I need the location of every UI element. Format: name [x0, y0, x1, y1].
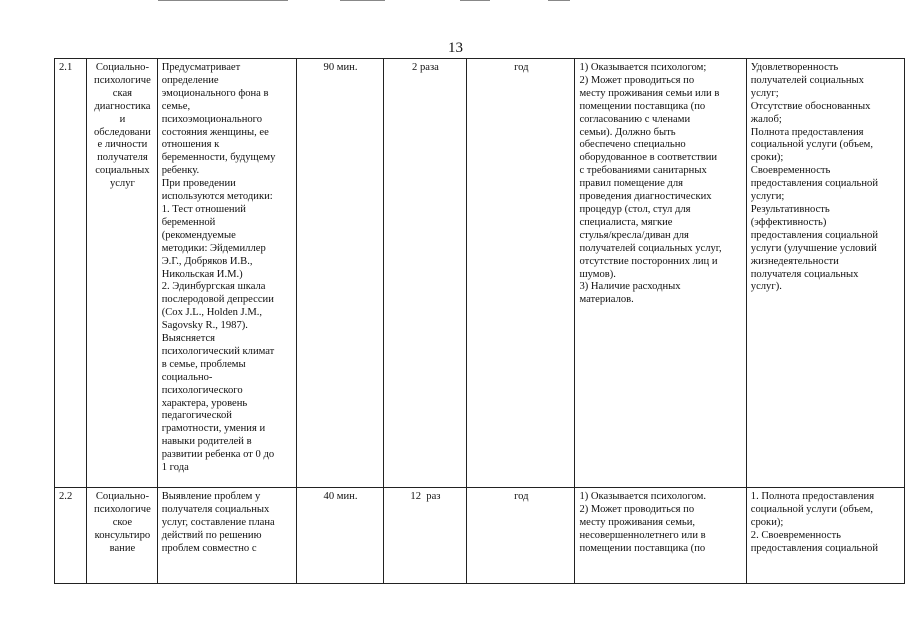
- period-cell: год: [467, 488, 575, 584]
- evaluation-line: Полнота предоставления: [750, 126, 864, 138]
- evaluation-line: предоставления социальной: [750, 178, 879, 190]
- conditions-line: несовершеннолетнего или в: [579, 529, 706, 541]
- evaluation-line: предоставления социальной: [750, 542, 879, 554]
- description-line: 2. Эдинбургская шкала: [161, 281, 266, 293]
- evaluation-line: предоставления социальной: [750, 229, 879, 241]
- description-line: развитии ребенка от 0 до: [161, 449, 275, 461]
- description-line: беременной: [161, 216, 216, 228]
- conditions-cell: [575, 59, 746, 488]
- period-cell: год: [467, 59, 575, 488]
- evaluation-line: Отсутствие обоснованных: [750, 100, 871, 112]
- conditions-line: помещении поставщика (по: [579, 542, 706, 554]
- description-line: грамотности, умения и: [161, 423, 266, 435]
- duration-cell: 40 мин.: [297, 488, 383, 584]
- evaluation-line: услуг;: [750, 87, 779, 99]
- conditions-line: 1) Оказывается психологом.: [579, 491, 707, 502]
- conditions-cell: [575, 488, 746, 584]
- description-line: в семье, проблемы: [161, 358, 246, 370]
- description-line: Никольская И.М.): [161, 268, 243, 280]
- service-name-line: е личности: [97, 139, 148, 151]
- service-name-line: консультиро: [94, 529, 151, 541]
- service-name-line: получателя: [97, 152, 148, 164]
- service-name-line: Социально-: [95, 62, 149, 73]
- service-name-line: вание: [109, 542, 136, 554]
- conditions-line: 1) Оказывается психологом;: [579, 62, 707, 73]
- conditions-line: получателей социальных услуг,: [579, 242, 722, 254]
- description-line: Э.Г., Добряков И.В.,: [161, 255, 253, 267]
- conditions-line: 3) Наличие расходных: [579, 281, 681, 293]
- conditions-line: согласованию с членами: [579, 113, 691, 125]
- description-line: навыки родителей в: [161, 436, 252, 448]
- conditions-line: процедур (стол, стул для: [579, 203, 691, 215]
- evaluation-line: социальной услуги (объем,: [750, 503, 874, 515]
- evaluation-line: Результативность: [750, 203, 830, 215]
- description-line: получателя социальных: [161, 503, 270, 515]
- scan-edge-line: [548, 0, 570, 1]
- service-name-line: психологиче: [94, 503, 151, 515]
- scan-edge-line: [340, 0, 385, 1]
- description-line: При проведении: [161, 178, 236, 190]
- conditions-line: месту проживания семьи,: [579, 516, 696, 528]
- evaluation-line: Своевременность: [750, 165, 831, 177]
- service-name-cell: [87, 59, 158, 488]
- conditions-line: специалиста, мягкие: [579, 216, 673, 228]
- service-name-line: ское: [112, 516, 133, 528]
- frequency-cell: 2 раза: [383, 59, 466, 488]
- description-cell: [157, 488, 297, 584]
- evaluation-line: 2. Своевременность: [750, 529, 841, 541]
- conditions-line: обеспечено специально: [579, 139, 686, 151]
- description-line: состояния женщины, ее: [161, 126, 269, 138]
- description-line: (рекомендуемые: [161, 229, 236, 241]
- scan-edge-line: [460, 0, 490, 1]
- conditions-line: 2) Может проводиться по: [579, 503, 695, 515]
- description-line: эмоционального фона в: [161, 87, 269, 99]
- description-line: отношения к: [161, 139, 220, 151]
- evaluation-line: Удовлетворенность: [750, 62, 839, 73]
- service-name-line: ская: [112, 87, 133, 99]
- service-name-line: социальных: [95, 165, 150, 177]
- description-line: Предусматривает: [161, 62, 241, 73]
- page-number: 13: [448, 40, 463, 56]
- conditions-line: шумов).: [579, 268, 616, 280]
- evaluation-cell: [746, 59, 904, 488]
- table-row: [55, 488, 905, 584]
- description-line: характера, уровень: [161, 397, 248, 409]
- description-line: услуг, составление плана: [161, 516, 275, 528]
- description-line: семье,: [161, 100, 191, 112]
- description-line: Sagovsky R., 1987).: [161, 320, 248, 332]
- conditions-line: 2) Может проводиться по: [579, 74, 695, 86]
- conditions-line: проведения диагностических: [579, 191, 712, 203]
- conditions-line: месту проживания семьи или в: [579, 87, 720, 99]
- service-name-line: и: [119, 113, 126, 125]
- description-line: определение: [161, 74, 219, 86]
- conditions-line: правил помещение для: [579, 178, 683, 190]
- conditions-line: с требованиями санитарных: [579, 165, 707, 177]
- evaluation-line: 1. Полнота предоставления: [750, 491, 875, 502]
- table-row: [55, 59, 905, 488]
- description-line: действий по решению: [161, 529, 262, 541]
- evaluation-line: сроки);: [750, 516, 784, 528]
- service-name-line: диагностика: [94, 100, 151, 112]
- conditions-line: оборудованное в соответствии: [579, 152, 718, 164]
- description-line: психологический климат: [161, 345, 275, 357]
- description-line: Выявление проблем у: [161, 491, 261, 502]
- evaluation-line: жалоб;: [750, 113, 782, 125]
- conditions-line: отсутствие посторонних лиц и: [579, 255, 718, 267]
- evaluation-line: получателей социальных: [750, 74, 864, 86]
- conditions-line: семьи). Должно быть: [579, 126, 676, 138]
- evaluation-cell: [746, 488, 904, 584]
- evaluation-line: услуги;: [750, 191, 785, 203]
- row-number: 2.1: [55, 59, 87, 488]
- service-name-line: услуг: [109, 178, 135, 190]
- conditions-line: материалов.: [579, 294, 634, 306]
- description-line: беременности, будущему: [161, 152, 276, 164]
- service-name-cell: [87, 488, 158, 584]
- evaluation-line: (эффективность): [750, 216, 827, 228]
- service-name-line: обследовани: [94, 126, 151, 138]
- evaluation-line: жизнедеятельности: [750, 255, 839, 267]
- evaluation-line: сроки);: [750, 152, 784, 164]
- description-cell: [157, 59, 297, 488]
- description-line: социально-: [161, 371, 213, 383]
- evaluation-line: получателя социальных: [750, 268, 859, 280]
- description-line: проблем совместно с: [161, 542, 257, 554]
- description-line: педагогической: [161, 410, 232, 422]
- description-line: психоэмоционального: [161, 113, 263, 125]
- description-line: (Cox J.L., Holden J.M.,: [161, 307, 263, 319]
- description-line: 1 года: [161, 462, 189, 474]
- evaluation-line: услуги (улучшение условий: [750, 242, 877, 254]
- service-name-line: Социально-: [95, 491, 149, 502]
- description-line: методики: Эйдемиллер: [161, 242, 266, 254]
- description-line: Выясняется: [161, 333, 216, 345]
- description-line: послеродовой депрессии: [161, 294, 274, 306]
- description-line: используются методики:: [161, 191, 273, 203]
- row-number: 2.2: [55, 488, 87, 584]
- description-line: психологического: [161, 384, 243, 396]
- evaluation-line: социальной услуги (объем,: [750, 139, 874, 151]
- conditions-line: помещении поставщика (по: [579, 100, 706, 112]
- description-line: ребенку.: [161, 165, 200, 177]
- conditions-line: стулья/кресла/диван для: [579, 229, 689, 241]
- description-line: 1. Тест отношений: [161, 203, 246, 215]
- scan-edge-line: [158, 0, 288, 1]
- services-table: [54, 58, 905, 584]
- service-name-line: психологиче: [94, 74, 151, 86]
- duration-cell: 90 мин.: [297, 59, 383, 488]
- frequency-cell: 12 раз: [383, 488, 466, 584]
- evaluation-line: услуг).: [750, 281, 782, 293]
